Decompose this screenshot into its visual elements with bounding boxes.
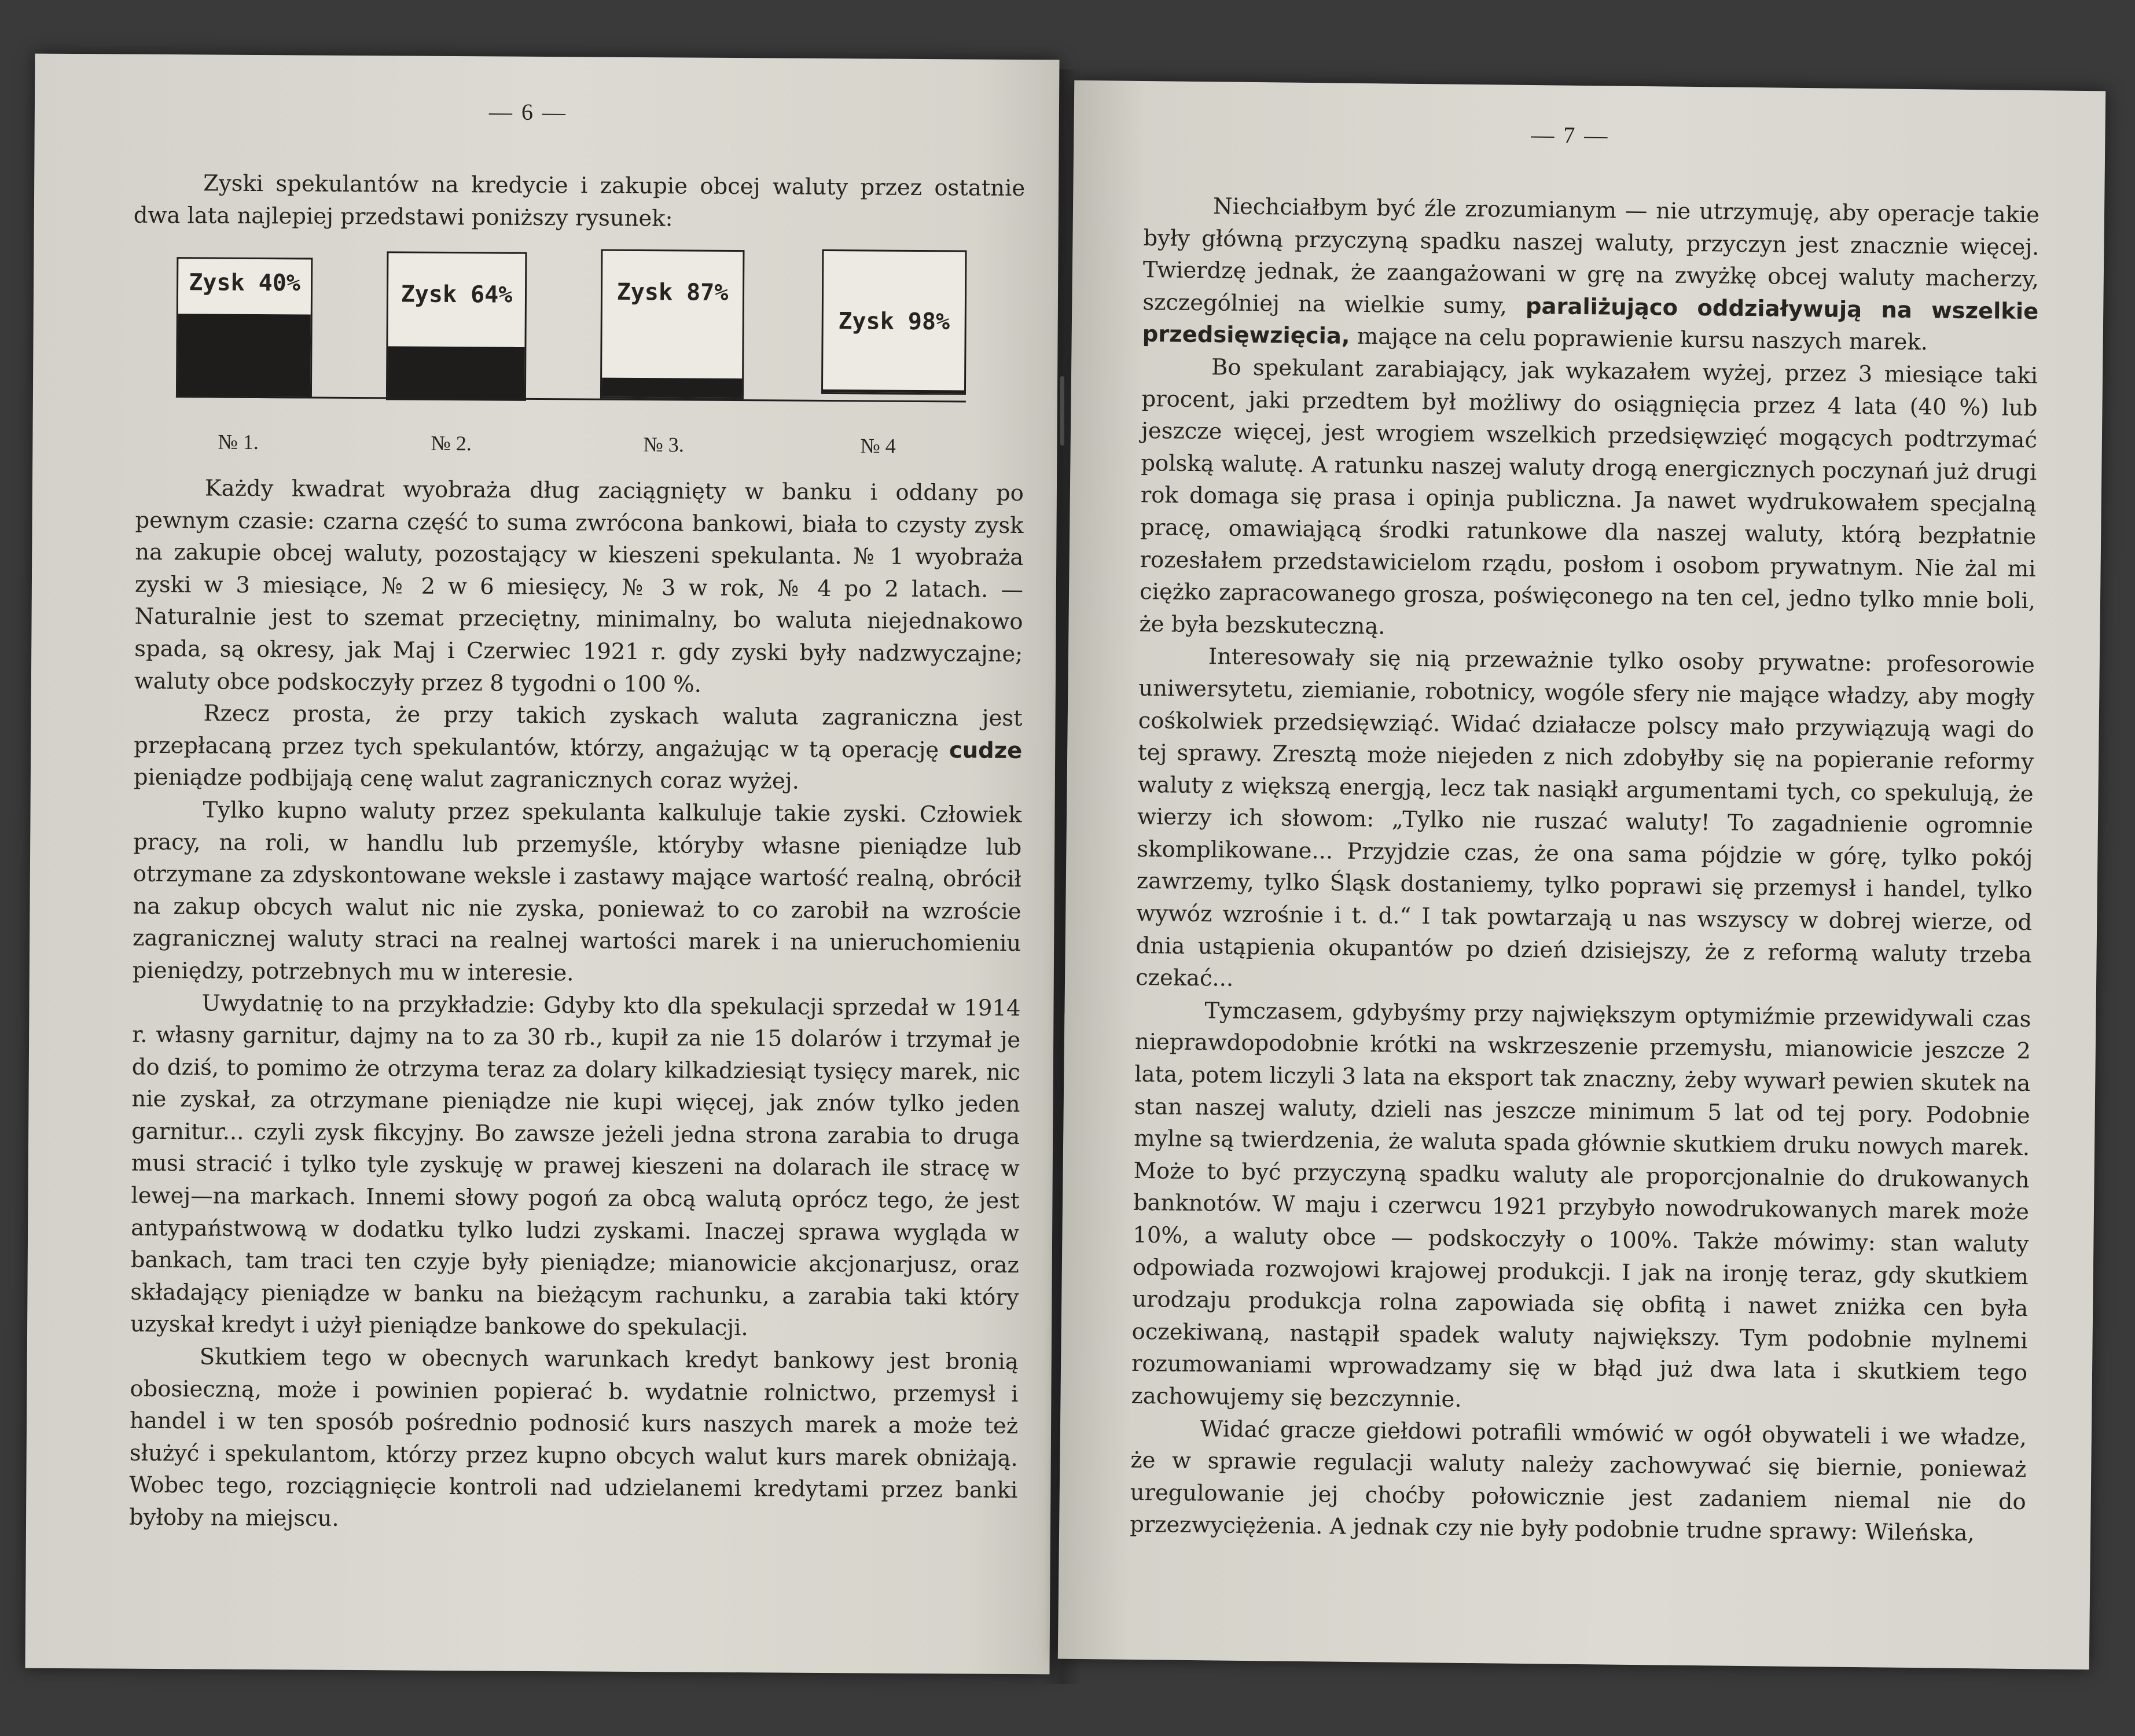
figure-box-4 (821, 249, 967, 395)
figure-number-4: № 4 (860, 434, 896, 458)
right-page (1058, 80, 2105, 1670)
figure-baseline (176, 396, 966, 402)
figure-box-4-black (823, 389, 964, 393)
figure-box-3-black (602, 378, 742, 398)
left-paragraph-2-emphasis: cudze (949, 737, 1023, 764)
figure-box-1-label: Zysk 40% (189, 269, 301, 297)
right-paragraph-4: Tymczasem, gdybyśmy przy największym optymiźmie przewidywali czas nieprawdopodobnie krótki na wskrzeszenie przemysłu, mianowicie jeszcze 2 lata, potem liczyli 3 lata na eksport tak znaczny, żeby wywarł pewien skutek na stan naszej waluty, dzieli nas jeszcze minimum 5 lat od tej pory. Podobnie mylne są twierdzenia, że waluta spada głównie skutkiem druku nowych marek. Może to być przyczyną spadku waluty ale proporcjonalnie do drukowanych banknotów. W maju i czerwcu 1921 przybyło nowodrukowanych marek może 10%, a waluty obce — podskoczyły o 100%. Także mówimy: stan waluty odpowiada rozwojowi krajowej produkcji. I jak na ironję teraz, gdy skutkiem urodzaju produkcja rolna zapowiada się obfitą i nawet zniżka cen była oczekiwaną, nastąpił spadek waluty największy. Tym podobnie mylnemi rozumowaniami wprowadzamy się w błąd już dwa lata i skutkiem tego zachowujemy się bezczynnie. (1131, 998, 2031, 1413)
left-paragraph-2 (134, 697, 1023, 799)
figure-box-4-label: Zysk 98% (838, 308, 950, 336)
left-page (25, 54, 1059, 1675)
figure-box-2-black (388, 346, 525, 399)
right-paragraph-1-emphasis: paraliżująco oddziaływują na wszelkie przedsięwzięcia, (1142, 293, 2039, 350)
right-body (1130, 190, 2040, 1550)
right-paragraph-3: Interesowały się nią przeważnie tylko osoby prywatne: profesorowie uniwersytetu, ziemianie, robotnicy, wogóle sfery nie mające władzy, aby mogły cośkolwiek przedsięwziąć. Widać działacze polscy mało przywiązują wagi do tej sprawy. Zresztą może niejeden z nich zdobyłby się na popieranie reformy waluty z większą energją, lecz tak nasiąkł argumentami tych, co spekulują, że wierzy ich słowom: „Tylko nie ruszać waluty! To zagadnienie ogromnie skomplikowane... Przyjdzie czas, że ona sama pójdzie w górę, tylko pokój zawrzemy, tylko Śląsk dostaniemy, tylko poprawi się przemysł i handel, tylko wywóz wzrośnie i t. d.“ I tak powtarzają u nas wszyscy w dobrej wierze, od dnia ustąpienia okupantów po dzień dzisiejszy, że z reformą waluty trzeba czekać... (1135, 643, 2035, 992)
right-paragraph-2: Bo spekulant zarabiający, jak wykazałem wyżej, przez 3 miesiące taki procent, jaki przedtem był możliwy do osiągnięcia przez 4 lata (40 %) lub jeszcze więcej, jest wrogiem wszelkich przedsięwzięć mogących podtrzymać polską walutę. A ratunku naszej waluty drogą energicznych poczynań już drugi rok domaga się prasa i opinja publiczna. Ja nawet wydrukowałem specjalną pracę, omawiającą środki ratunkowe dla naszej waluty, którą bezpłatnie rozesłałem przedstawicielom rządu, posłom i osobom prywatnym. Nie żal mi ciężko zapracowanego grosza, poświęconego na ten cel, jedno tylko mnie boli, że była bezskuteczną. (1139, 354, 2038, 640)
left-paragraph-3: Tylko kupno waluty przez spekulanta kalkuluje takie zyski. Człowiek pracy, na roli, w handlu lub przemyśle, któryby własne pieniądze lub otrzymane za zdyskontowane weksle i zastawy mające wartość realną, obrócił na zakup obcych walut nic nie zyska, ponieważ to co zarobił na wzroście zagranicznej waluty straci na realnej wartości marek i na unieruchomieniu pieniędzy, potrzebnych mu w interesie. (132, 797, 1022, 987)
left-paragraph-1: Każdy kwadrat wyobraża dług zaciągnięty w banku i oddany po pewnym czasie: czarna część to suma zwrócona bankowi, biała to czysty zysk na zakupie obcej waluty, pozostający w kieszeni spekulanta. № 1 wyobraża zyski w 3 miesiące, № 2 w 6 miesięcy, № 3 w rok, № 4 po 2 latach. — Naturalnie jest to szemat przeciętny, minimalny, bo waluta niejednakowo spada, są okresy, jak Maj i Czerwiec 1921 r. gdy zyski były nadzwyczajne; waluty obce podskoczyły przez 8 tygodni o 100 %. (134, 475, 1024, 698)
figure-box-2-label: Zysk 64% (400, 281, 513, 308)
page-number-left: — 6 — (488, 98, 568, 126)
figure-number-2: № 2. (431, 431, 472, 455)
left-paragraph-2-a: Rzecz prosta, że przy takich zyskach waluta zagraniczna jest przepłacaną przez tych spekulantów, którzy, angażując w tą operację (134, 700, 1023, 764)
right-paragraph-1 (1142, 190, 2040, 360)
left-intro (134, 167, 1026, 237)
right-paragraph-1-c: mające na celu poprawienie kursu naszych marek. (1350, 323, 1928, 356)
intro-paragraph: Zyski spekulantów na kredycie i zakupie obcej waluty przez ostatnie dwa lata najlepiej przedstawi poniższy rysunek: (133, 170, 1026, 231)
figure-box-2 (386, 251, 527, 400)
left-body (129, 472, 1024, 1539)
right-paragraph-5: Widać gracze giełdowi potrafili wmówić w ogół obywateli i we władze, że w sprawie regulacji waluty należy zachowywać się biernie, ponieważ uregulowanie jej choćby połowicznie jest zadaniem niemal nie do przezwyciężenia. A jednak czy nie były podobnie trudne sprawy: Wileńska, (1129, 1415, 2027, 1547)
right-paragraph-1-a: Niechciałbym być źle zrozumianym — nie utrzymuję, aby operacje takie były główną przyczyną spadku naszej waluty, przyczyn jest znacznie więcej. Twierdzę jednak, że zaangażowani w grę na zwyżkę obcej waluty macherzy, szczególniej na wielkie sumy, (1142, 193, 2040, 319)
left-paragraph-5: Skutkiem tego w obecnych warunkach kredyt bankowy jest bronią obosieczną, może i powinien popierać b. wydatnie rolnictwo, przemysł i handel i w ten sposób pośrednio podnosić kurs naszych marek a może też służyć i spekulantom, którzy przez kupno obcych walut kurs marek obniżają. Wobec tego, rozciągnięcie kontroli nad udzielanemi kredytami przez banki byłoby na miejscu. (128, 1344, 1019, 1532)
figure-number-1: № 1. (218, 430, 259, 454)
figure-box-3-label: Zysk 87% (616, 278, 729, 306)
binding-stitch-top (1060, 376, 1064, 446)
figure-box-3 (600, 249, 745, 400)
page-number-right: — 7 — (1531, 122, 1609, 149)
figure-box-1 (176, 257, 313, 398)
left-paragraph-4: Uwydatnię to na przykładzie: Gdyby kto dla spekulacji sprzedał w 1914 r. własny garnitur, dajmy na to za 30 rb., kupił za nie 15 dolarów i trzymał je do dziś, to pomimo że otrzyma teraz za dolary kilkadziesiąt tysięcy marek, nic nie zyskał, za otrzymane pieniądze nie kupi więcej, jak znów tylko jeden garnitur... czyli zysk fikcyjny. Bo zawsze jeżeli jedna strona zarabia to druga musi stracić i tylko tyle zyskuję w prawej kieszeni na dolarach ile stracę w lewej—na markach. Innemi słowy pogoń za obcą walutą oprócz tego, że jest antypaństwową w dodatku tylko ludzi zyskami. Inaczej sprawa wygląda w bankach, tam traci ten czyje były pieniądze; mianowicie akcjonarjusz, oraz składający pieniądze w banku na bieżącym rachunku, a zarabia taki który uzyskał kredyt i użył pieniądze bankowe do spekulacji. (130, 990, 1021, 1341)
left-paragraph-2-c: pieniądze podbijają cenę walut zagranicznych coraz wyżej. (133, 764, 800, 795)
figure-box-1-black (178, 314, 311, 397)
figure-number-3: № 3. (643, 433, 684, 457)
